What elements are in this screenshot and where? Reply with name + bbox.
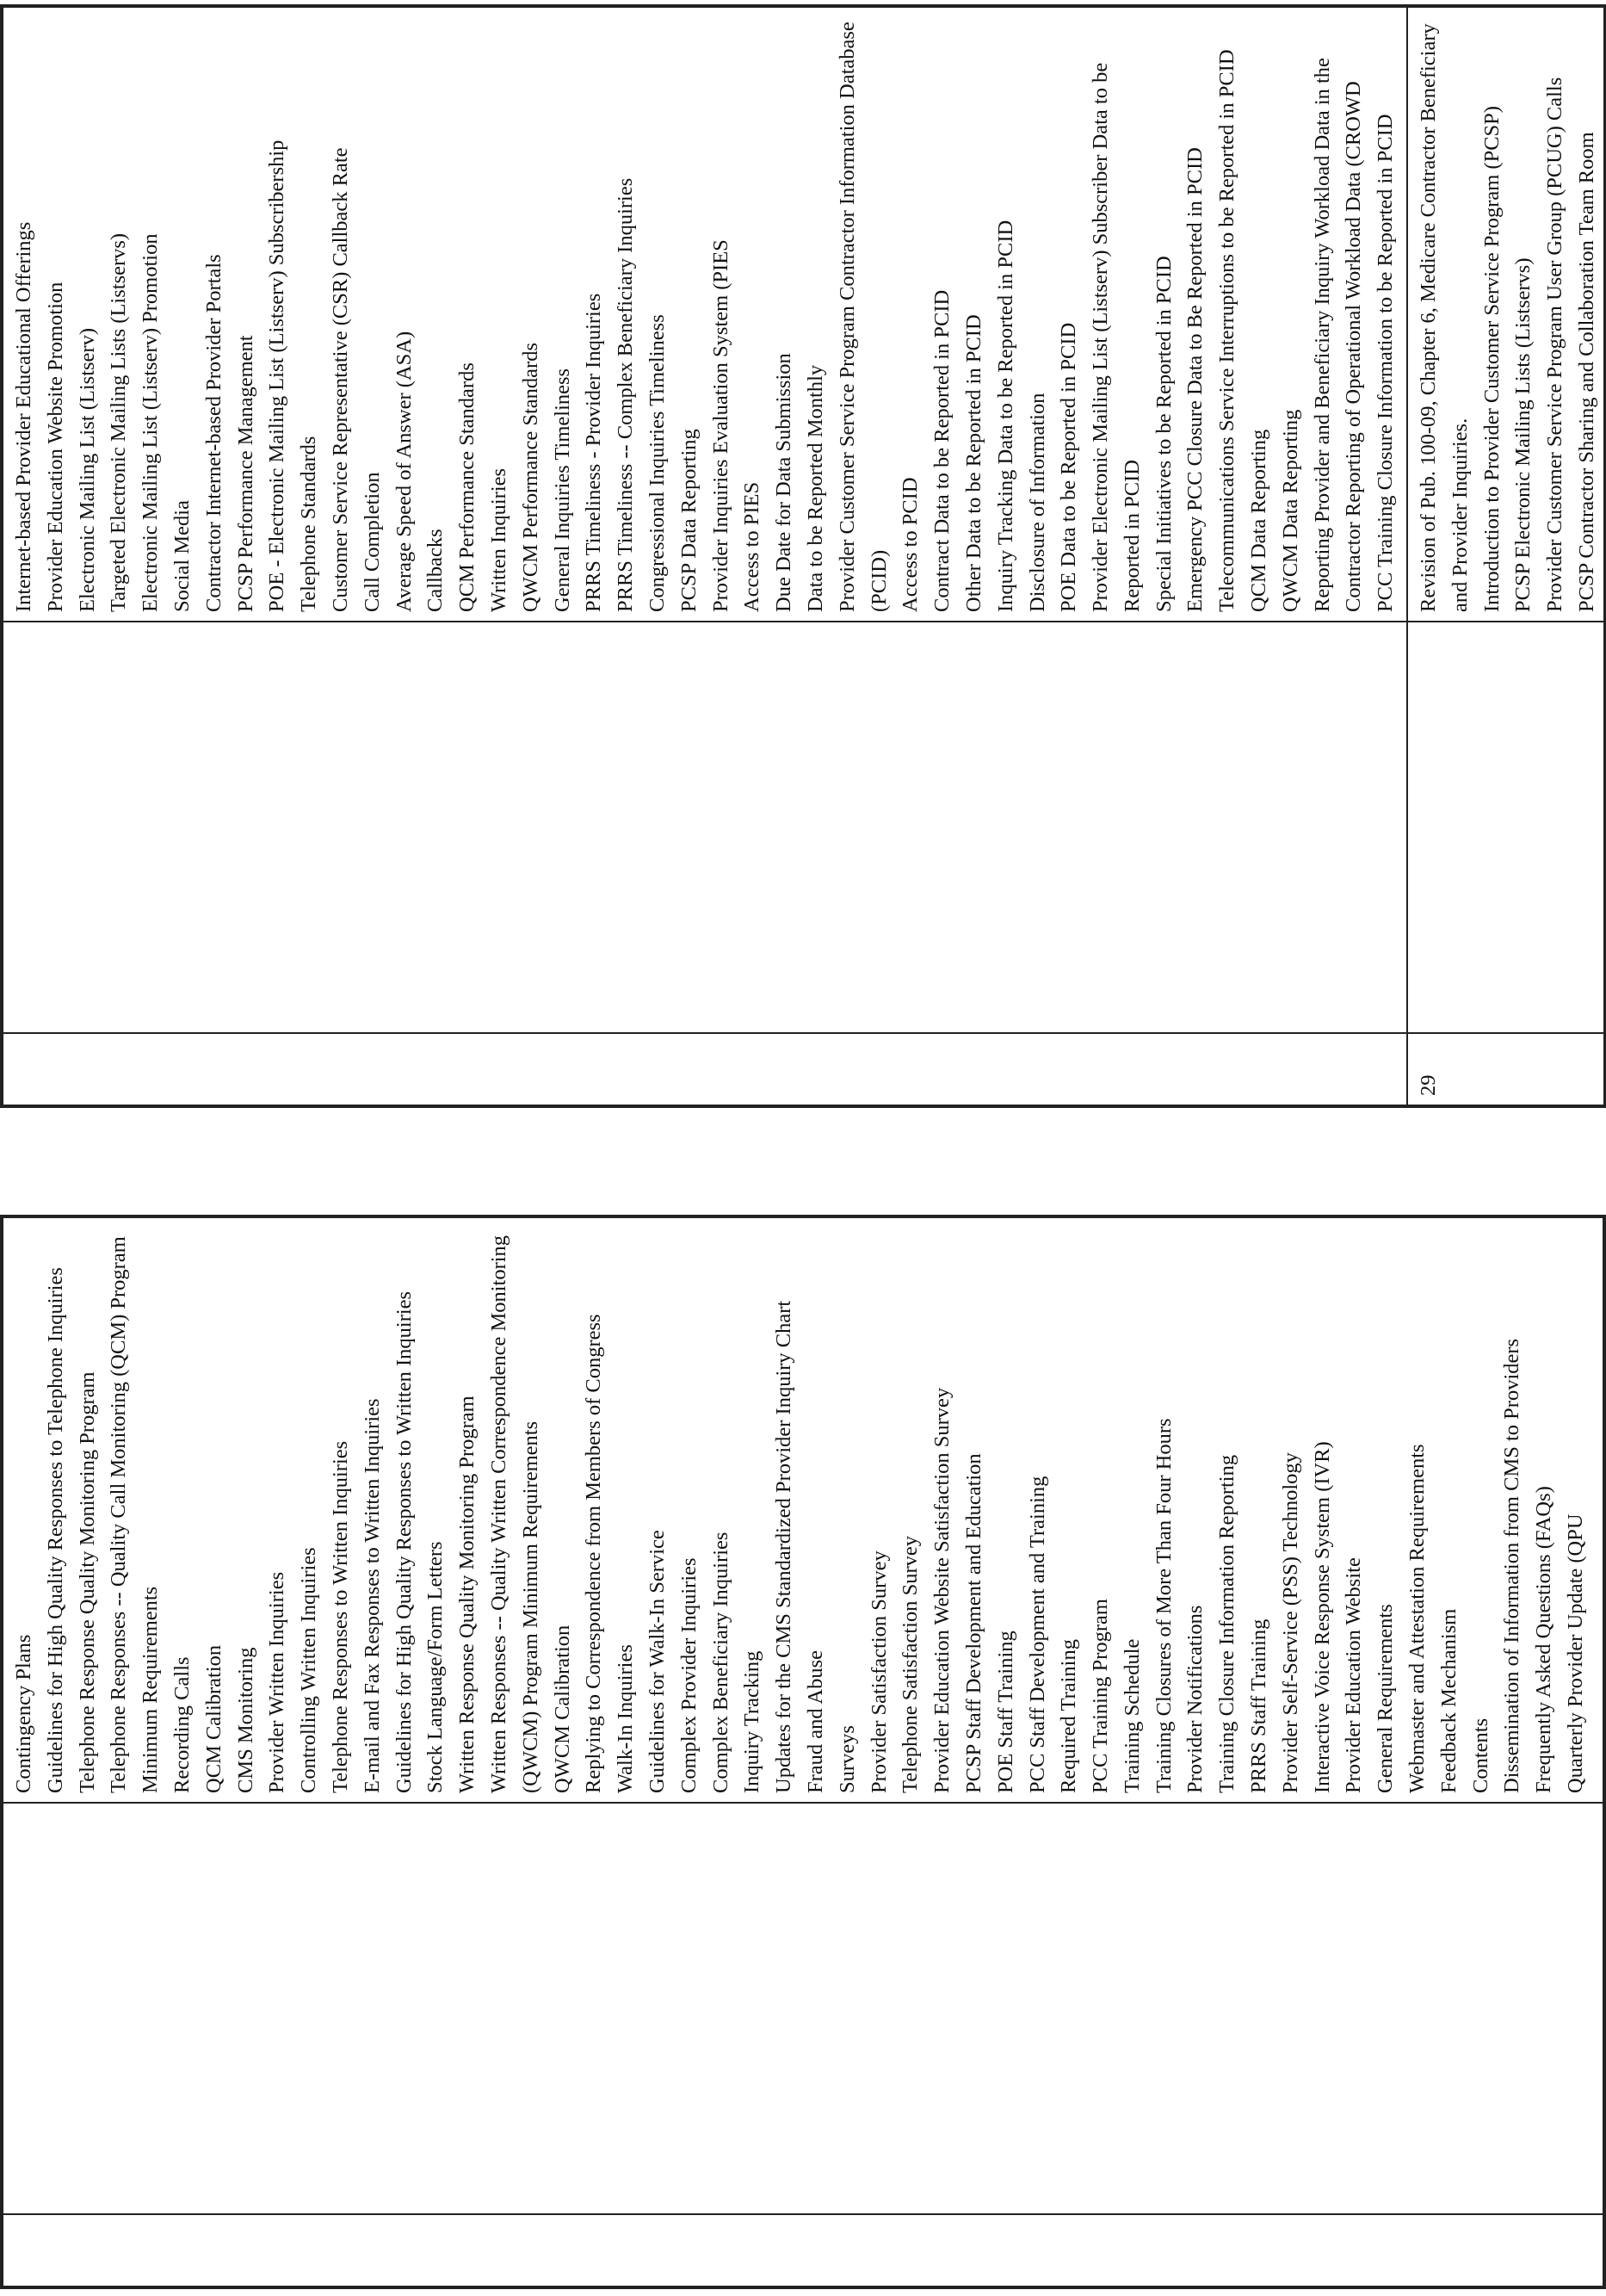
topic-item: QWCM Calibration bbox=[550, 1625, 574, 1793]
topic-item: Due Date for Data Submission bbox=[772, 353, 796, 612]
topic-item: Stock Language/Form Letters bbox=[423, 1541, 448, 1793]
topic-item: Provider Customer Service Program Contractor Information Database (PCID) bbox=[835, 22, 891, 612]
topic-item: Telephone Satisfaction Survey bbox=[899, 1535, 923, 1793]
topic-item: PCSP Performance Management bbox=[233, 335, 257, 612]
topic-item: Fraud and Abuse bbox=[803, 1649, 827, 1793]
topic-item: Frequently Asked Questions (FAQs) bbox=[1532, 1486, 1556, 1793]
topic-item: PRRS Timeliness -- Complex Beneficiary Inquiries bbox=[614, 177, 638, 612]
topic-item: POE Data to be Reported in PCID bbox=[1057, 322, 1081, 612]
topic-item: Updates for the CMS Standardized Provider Inquiry Chart bbox=[772, 1300, 796, 1793]
topic-list bbox=[3, 8, 1402, 621]
topic-item: Provider Education Website bbox=[1342, 1557, 1366, 1793]
topic-item: Provider Customer Service Program User Group (PCUG) Calls bbox=[1543, 77, 1567, 612]
topic-item: Controlling Written Inquiries bbox=[297, 1547, 321, 1793]
topic-item: Guidelines for High Quality Responses to Written Inquiries bbox=[392, 1290, 416, 1793]
topic-item: PCSP Electronic Mailing Lists (Listservs) bbox=[1511, 257, 1535, 612]
topic-item: Access to PCID bbox=[899, 477, 923, 612]
topic-item: Telephone Standards bbox=[297, 436, 321, 612]
topic-item: Training Closures of More Than Four Hours bbox=[1152, 1418, 1176, 1793]
topic-item: Targeted Electronic Mailing Lists (Listservs) bbox=[107, 232, 131, 612]
topic-item: QCM Calibration bbox=[201, 1644, 225, 1793]
topic-item: Call Completion bbox=[360, 472, 384, 612]
topic-item: Introduction to Provider Customer Service Program (PCSP) bbox=[1479, 106, 1504, 612]
topic-item: Complex Provider Inquiries bbox=[676, 1557, 701, 1793]
revision-description-cell bbox=[3, 622, 1407, 1033]
topic-item: Training Schedule bbox=[1120, 1638, 1144, 1793]
topic-item: Provider Education Website Promotion bbox=[43, 282, 67, 612]
topic-item: Interactive Voice Response System (IVR) bbox=[1310, 1441, 1334, 1793]
topic-item: Guidelines for Walk-In Service bbox=[645, 1530, 669, 1793]
topic-item: QWCM Data Reporting bbox=[1278, 409, 1302, 612]
topic-item: Written Responses -- Quality Written Correspondence Monitoring (QWCM) Program Minimum Requirements bbox=[486, 1235, 542, 1793]
topic-item: POE - Electronic Mailing List (Listserv) Subscribership bbox=[265, 139, 289, 612]
topic-item: Provider Written Inquiries bbox=[265, 1571, 289, 1793]
topic-item: Electronic Mailing List (Listserv) Promotion bbox=[139, 233, 163, 612]
topic-item: Reporting Provider and Beneficiary Inquiry Workload Data in the Contractor Reporting of Operational Workload Data (CROWD bbox=[1310, 58, 1366, 612]
topic-item: QCM Data Reporting bbox=[1247, 429, 1271, 612]
topic-item: PCC Training Program bbox=[1089, 1599, 1113, 1793]
topic-item: Telecommunications Service Interruptions to be Reported in PCID bbox=[1215, 49, 1239, 612]
topic-item: PCSP Staff Development and Education bbox=[961, 1453, 985, 1793]
topic-item: PCSP Contractor Sharing and Collaboration Team Room bbox=[1574, 132, 1598, 612]
topics-cell bbox=[1407, 7, 1604, 622]
topic-item: CMS Monitoring bbox=[233, 1647, 257, 1793]
topic-item: General Inquiries Timeliness bbox=[550, 368, 574, 612]
topic-item: Access to PIES bbox=[740, 481, 764, 612]
topic-item: Social Media bbox=[170, 500, 194, 612]
topic-list bbox=[3, 1218, 1592, 1802]
topic-list bbox=[1408, 8, 1603, 621]
topic-item: Guidelines for High Quality Responses to Telephone Inquiries bbox=[43, 1267, 67, 1793]
topic-item: Recording Calls bbox=[170, 1656, 194, 1793]
topic-item: Congressional Inquiries Timeliness bbox=[645, 314, 669, 612]
topic-item: Quarterly Provider Update (QPU bbox=[1564, 1513, 1588, 1793]
topic-item: PCC Training Closure Information to be Reported in PCID bbox=[1374, 114, 1398, 612]
topic-item: Internet-based Provider Educational Offerings bbox=[12, 221, 35, 612]
topic-item: Special Initiatives to be Reported in PCID bbox=[1152, 256, 1176, 612]
topic-item: Required Training bbox=[1057, 1639, 1081, 1793]
topic-item: Revision of Pub. 100-09, Chapter 6, Medicare Contractor Beneficiary and Provider Inquiries. bbox=[1417, 23, 1472, 612]
topic-item: Complex Beneficiary Inquiries bbox=[708, 1532, 732, 1793]
topic-item: Telephone Response Quality Monitoring Program bbox=[75, 1371, 99, 1793]
topic-item: Electronic Mailing List (Listserv) bbox=[75, 328, 99, 612]
topic-item: Disclosure of Information bbox=[1025, 393, 1049, 612]
revision-table-left bbox=[0, 1215, 1606, 2289]
topic-item: Customer Service Representative (CSR) Callback Rate bbox=[328, 147, 352, 612]
topic-item: Written Inquiries bbox=[486, 467, 510, 612]
topics-cell bbox=[3, 7, 1407, 622]
topic-item: Telephone Responses to Written Inquiries bbox=[328, 1440, 352, 1793]
topic-item: Provider Satisfaction Survey bbox=[867, 1550, 891, 1793]
topic-item: Other Data to be Reported in PCID bbox=[961, 314, 985, 612]
revision-description-cell bbox=[3, 1803, 1603, 2214]
topic-item: Telephone Responses -- Quality Call Monitoring (QCM) Program Minimum Requirements bbox=[107, 1236, 163, 1793]
topic-item: Replying to Correspondence from Members of Congress bbox=[582, 1314, 606, 1793]
topic-item: Provider Inquiries Evaluation System (PIES bbox=[708, 239, 732, 612]
topic-item: Feedback Mechanism bbox=[1436, 1608, 1461, 1793]
topic-item: Contents bbox=[1468, 1717, 1492, 1793]
topic-item: Written Response Quality Monitoring Program bbox=[455, 1396, 479, 1793]
topic-item: PCSP Data Reporting bbox=[676, 429, 701, 612]
topic-item: PRRS Timeliness - Provider Inquiries bbox=[582, 293, 606, 612]
topic-item: Provider Self-Service (PSS) Technology bbox=[1278, 1452, 1302, 1793]
revision-number-cell bbox=[1407, 1033, 1604, 1105]
topic-item: Callbacks bbox=[423, 529, 448, 612]
topic-item: Contingency Plans bbox=[12, 1634, 35, 1793]
topic-item: General Requirements bbox=[1374, 1604, 1398, 1793]
topic-item: QCM Performance Standards bbox=[455, 362, 479, 612]
topic-item: PCC Staff Development and Training bbox=[1025, 1476, 1049, 1793]
topic-item: Surveys bbox=[835, 1725, 859, 1793]
topic-item: Training Closure Information Reporting bbox=[1215, 1454, 1239, 1793]
topic-item: Average Speed of Answer (ASA) bbox=[392, 331, 416, 612]
topic-item: PRRS Staff Training bbox=[1247, 1618, 1271, 1793]
revision-number-cell bbox=[3, 2214, 1603, 2287]
topic-item: Inquiry Tracking Data to be Reported in PCID bbox=[993, 220, 1017, 612]
topic-item: Provider Electronic Mailing List (Listserv) Subscriber Data to be Reported in PCID bbox=[1089, 62, 1144, 612]
topic-item: Contract Data to be Reported in PCID bbox=[930, 289, 954, 612]
topic-item: Inquiry Tracking bbox=[740, 1650, 764, 1793]
topics-cell bbox=[3, 1217, 1603, 1803]
topic-item: Provider Education Website Satisfaction Survey bbox=[930, 1387, 954, 1793]
revision-number-cell bbox=[3, 1033, 1407, 1105]
topic-item: E-mail and Fax Responses to Written Inquiries bbox=[360, 1398, 384, 1793]
revision-description-cell bbox=[1407, 622, 1604, 1033]
topic-item: Contractor Internet-based Provider Portals bbox=[201, 254, 225, 612]
topic-item: POE Staff Training bbox=[993, 1631, 1017, 1793]
topic-item: Walk-In Inquiries bbox=[614, 1644, 638, 1793]
topic-item: Data to be Reported Monthly bbox=[803, 364, 827, 612]
topic-item: Provider Notifications bbox=[1183, 1605, 1208, 1793]
topic-item: Emergency PCC Closure Data to Be Reported in PCID bbox=[1183, 147, 1208, 612]
revision-number: 29 bbox=[1417, 1074, 1440, 1096]
topic-item: Webmaster and Attestation Requirements bbox=[1405, 1444, 1430, 1793]
topic-item: QWCM Performance Standards bbox=[518, 343, 542, 612]
topic-item: Dissemination of Information from CMS to Providers bbox=[1500, 1338, 1524, 1793]
revision-table-right bbox=[0, 4, 1606, 1108]
